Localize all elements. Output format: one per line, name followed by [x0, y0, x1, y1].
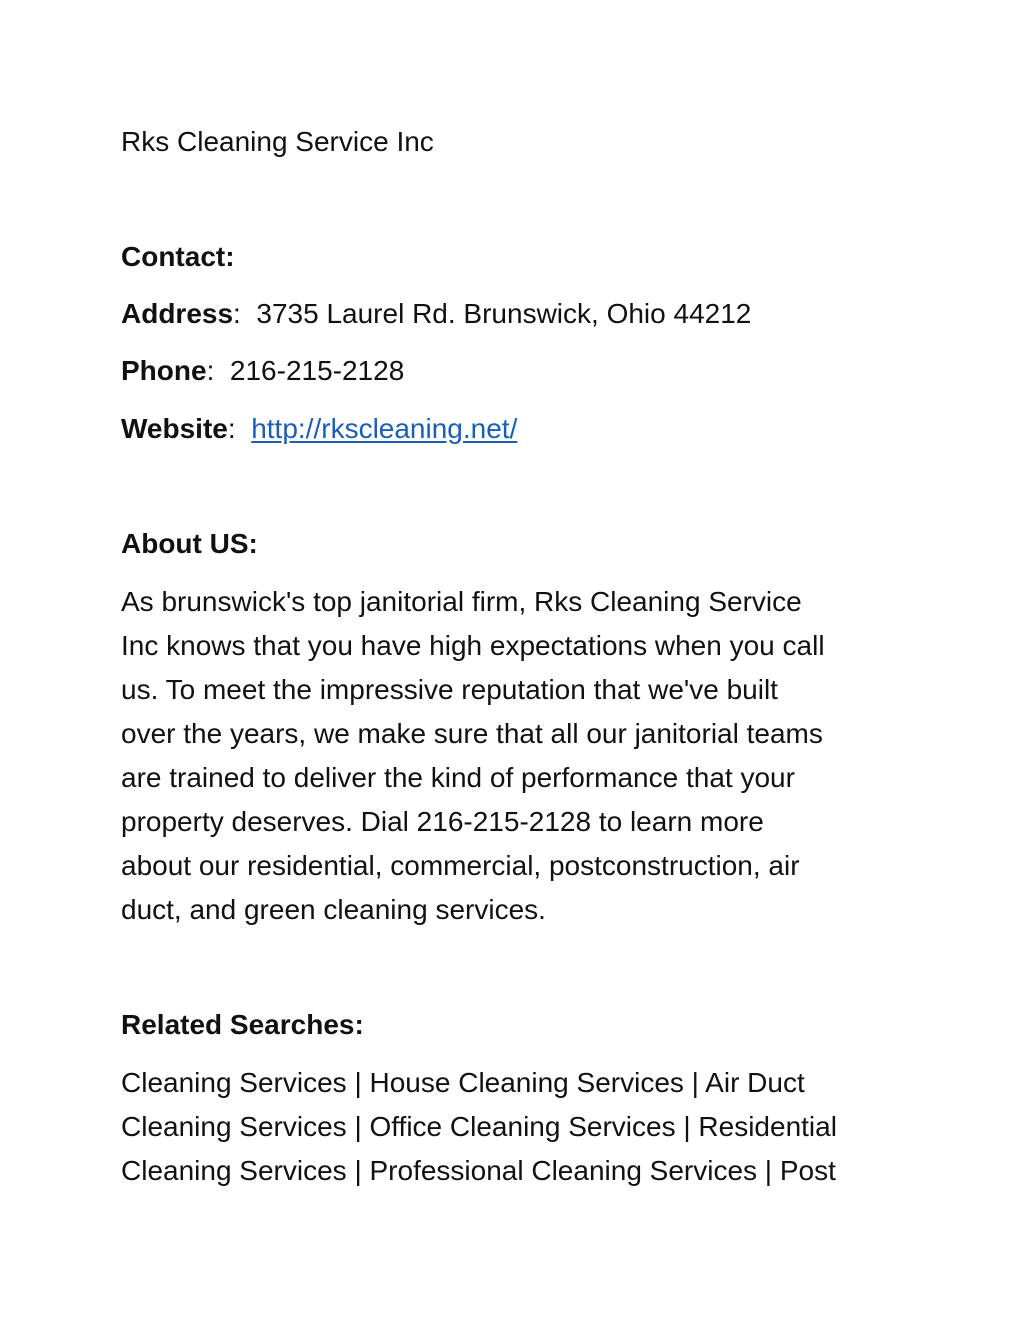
about-line: duct, and green cleaning services. [121, 894, 546, 925]
phone-label: Phone [121, 355, 207, 386]
website-separator: : [227, 413, 236, 444]
about-line: about our residential, commercial, postconstruction, air [121, 850, 800, 881]
related-searches-line: Cleaning Services | Professional Cleaning Services | Post [121, 1155, 836, 1186]
company-name: Rks Cleaning Service Inc [121, 126, 434, 157]
related-searches-line: Cleaning Services | House Cleaning Services | Air Duct [121, 1067, 805, 1098]
related-searches-line: Cleaning Services | Office Cleaning Services | Residential [121, 1111, 837, 1142]
phone-separator: : [206, 355, 215, 386]
address-label: Address [121, 298, 234, 329]
about-line: are trained to deliver the kind of performance that your [121, 762, 795, 793]
about-line: property deserves. Dial 216-215-2128 to learn more [121, 806, 764, 837]
contact-heading: Contact: [121, 241, 235, 272]
about-line: Inc knows that you have high expectations when you call [121, 630, 825, 661]
about-paragraph [121, 580, 911, 932]
website-label: Website [121, 413, 228, 444]
about-line: us. To meet the impressive reputation that we've built [121, 674, 778, 705]
phone-value: 216-215-2128 [229, 355, 405, 386]
about-line: As brunswick's top janitorial firm, Rks Cleaning Service [121, 586, 802, 617]
address-separator: : [233, 298, 241, 329]
address-line [121, 292, 751, 336]
related-searches-list [121, 1061, 911, 1193]
about-line: over the years, we make sure that all our janitorial teams [121, 718, 823, 749]
phone-line [121, 349, 404, 393]
website-link[interactable]: http://rkscleaning.net/ [251, 413, 518, 444]
about-heading: About US: [121, 528, 258, 559]
related-searches-heading: Related Searches: [121, 1009, 364, 1040]
website-line [121, 407, 517, 451]
address-value: 3735 Laurel Rd. Brunswick, Ohio 44212 [256, 298, 752, 329]
